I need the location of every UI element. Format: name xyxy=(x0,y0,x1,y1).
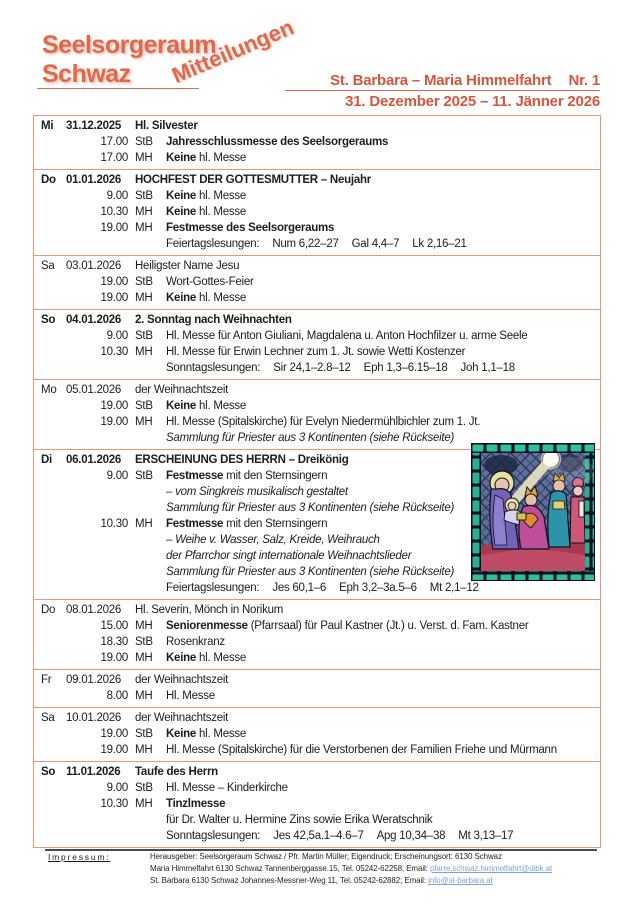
time-cell: 19.00 xyxy=(100,652,128,664)
spacer-cell xyxy=(41,220,66,236)
description-text: Hl. Messe (Spitalskirche) für die Verstorbenen der Familien Friehe und Mürmann xyxy=(166,744,557,756)
spacer-cell xyxy=(66,564,128,580)
note-text: der Pfarrchor singt internationale Weihnachtslieder xyxy=(166,550,412,562)
description-text: Seniorenmesse xyxy=(166,620,248,632)
spacer-cell xyxy=(41,500,66,516)
schedule-table xyxy=(33,115,601,848)
feast-title: ERSCHEINUNG DES HERRN – Dreikönig xyxy=(135,454,349,466)
time-cell: 8.00 xyxy=(106,690,128,702)
spacer-cell xyxy=(41,650,66,666)
readings-row xyxy=(34,580,600,596)
readings-label: Sonntagslesungen: xyxy=(166,830,261,842)
description-text: Keine xyxy=(166,152,197,164)
day-cell: Do xyxy=(41,604,56,616)
reading-ref: Eph 1,3–6.15–18 xyxy=(363,362,448,374)
description-cell xyxy=(166,290,596,306)
location-cell: StB xyxy=(135,728,153,740)
spacer-cell xyxy=(128,812,166,828)
readings-row xyxy=(34,236,600,252)
mass-row xyxy=(34,398,600,414)
description-text: Keine xyxy=(166,206,197,218)
schedule-section xyxy=(34,116,600,169)
feast-title: HOCHFEST DER GOTTESMUTTER – Neujahr xyxy=(135,174,371,186)
location-cell: StB xyxy=(135,190,153,202)
location-cell: MH xyxy=(135,744,153,756)
mass-row xyxy=(34,650,600,666)
description-text: Tinzlmesse xyxy=(166,798,226,810)
spacer-cell xyxy=(128,500,166,516)
day-cell: Di xyxy=(41,454,52,466)
location-cell: MH xyxy=(135,206,153,218)
location-cell: StB xyxy=(135,400,153,412)
spacer-cell xyxy=(41,742,66,758)
day-row xyxy=(34,602,600,618)
description-cell xyxy=(166,220,596,236)
spacer-cell xyxy=(41,796,66,812)
spacer-cell xyxy=(41,274,66,290)
spacer-cell xyxy=(66,484,128,500)
description-cell xyxy=(166,328,596,344)
spacer-cell xyxy=(66,548,128,564)
spacer-cell xyxy=(128,484,166,500)
spacer-cell xyxy=(41,360,66,376)
description-text: hl. Messe xyxy=(196,292,246,304)
spacer-cell xyxy=(41,344,66,360)
time-cell: 19.00 xyxy=(100,292,128,304)
location-cell: StB xyxy=(135,470,153,482)
description-cell xyxy=(166,726,596,742)
day-row xyxy=(34,672,600,688)
day-row xyxy=(34,258,600,274)
impressum-label: Impressum: xyxy=(48,852,111,862)
location-cell: MH xyxy=(135,518,153,530)
mass-row xyxy=(34,328,600,344)
location-cell: MH xyxy=(135,292,153,304)
spacer-cell xyxy=(41,532,66,548)
day-cell: So xyxy=(41,766,56,778)
mass-row xyxy=(34,274,600,290)
spacer-cell xyxy=(128,360,166,376)
spacer-cell xyxy=(41,204,66,220)
location-cell: StB xyxy=(135,636,153,648)
logo-line1: Seelsorgeraum xyxy=(42,31,217,59)
schedule-section xyxy=(34,669,600,707)
readings-cell xyxy=(166,360,596,376)
description-text: mit den Sternsingern xyxy=(223,518,328,530)
time-cell: 10.30 xyxy=(100,518,128,530)
mass-row xyxy=(34,796,600,812)
spacer-cell xyxy=(66,812,128,828)
mass-row xyxy=(34,688,600,704)
location-cell: MH xyxy=(135,690,153,702)
feast-title: der Weihnachtszeit xyxy=(135,674,229,686)
spacer-cell xyxy=(41,812,66,828)
description-text: hl. Messe xyxy=(196,152,246,164)
date-cell: 11.01.2026 xyxy=(66,766,121,778)
day-cell: Sa xyxy=(41,712,55,724)
spacer-cell xyxy=(128,532,166,548)
reading-ref: Eph 3,2–3a.5–6 xyxy=(339,582,417,594)
day-cell: Mo xyxy=(41,384,57,396)
date-cell: 05.01.2026 xyxy=(66,384,122,396)
spacer-cell xyxy=(41,290,66,306)
description-cell xyxy=(166,688,596,704)
description-text: Keine xyxy=(166,728,197,740)
mass-row xyxy=(34,726,600,742)
description-text: hl. Messe xyxy=(196,206,246,218)
spacer-cell xyxy=(66,580,128,596)
feast-title: Taufe des Herrn xyxy=(135,766,218,778)
feast-title: Hl. Severin, Mönch in Norikum xyxy=(135,604,284,616)
mass-row xyxy=(34,344,600,360)
location-cell: MH xyxy=(135,152,153,164)
stained-glass-photo xyxy=(471,443,595,581)
description-text: Wort-Gottes-Feier xyxy=(166,276,254,288)
readings-cell xyxy=(166,828,596,844)
date-cell: 08.01.2026 xyxy=(66,604,122,616)
description-text: (Pfarrsaal) für Paul Kastner (Jt.) u. Verst. d. Fam. Kastner xyxy=(247,620,529,632)
day-row xyxy=(34,710,600,726)
time-cell: 9.00 xyxy=(106,330,128,342)
spacer-cell xyxy=(41,726,66,742)
description-text: Hl. Messe – Kinderkirche xyxy=(166,782,288,794)
impressum-line3 xyxy=(150,875,610,887)
mass-row xyxy=(34,204,600,220)
readings-cell xyxy=(166,580,596,596)
day-cell: Fr xyxy=(41,674,52,686)
location-cell: StB xyxy=(135,136,153,148)
day-row xyxy=(34,312,600,328)
location-cell: MH xyxy=(135,416,153,428)
note-text: Sammlung für Priester aus 3 Kontinenten (siehe Rückseite) xyxy=(166,502,455,514)
note-text: Sammlung für Priester aus 3 Kontinenten (siehe Rückseite) xyxy=(166,432,455,444)
description-text: hl. Messe xyxy=(196,400,246,412)
description-text: hl. Messe xyxy=(196,190,246,202)
masthead-title xyxy=(330,72,600,89)
schedule-section xyxy=(34,309,600,379)
date-cell: 04.01.2026 xyxy=(66,314,122,326)
description-text: hl. Messe xyxy=(196,652,246,664)
description-cell xyxy=(166,344,596,360)
location-cell: MH xyxy=(135,620,153,632)
readings-row xyxy=(34,828,600,844)
description-cell xyxy=(166,414,596,430)
note-text: für Dr. Walter u. Hermine Zins sowie Erika Weratschnik xyxy=(166,814,433,826)
day-row xyxy=(34,172,600,188)
mass-row xyxy=(34,618,600,634)
spacer-cell xyxy=(41,516,66,532)
reading-ref: Mt 2,1–12 xyxy=(429,582,479,594)
mass-row xyxy=(34,634,600,650)
reading-ref: Gal 4,4–7 xyxy=(351,238,400,250)
impressum-line3-text: St. Barbara 6130 Schwaz Johannes-Messner-Weg 11, Tel. 05242-62882; Email: xyxy=(150,876,429,885)
mitteilungen-banner: Mitteilungen xyxy=(168,14,298,88)
spacer-cell xyxy=(41,468,66,484)
description-text: Keine xyxy=(166,400,197,412)
readings-label: Feiertagslesungen: xyxy=(166,238,260,250)
description-cell xyxy=(166,150,596,166)
description-text: Festmesse des Seelsorgeraums xyxy=(166,222,335,234)
reading-ref: Jes 60,1–6 xyxy=(272,582,327,594)
spacer-cell xyxy=(41,236,66,252)
email-link-stbarbara[interactable]: info@st-barbara.at xyxy=(428,876,493,885)
time-cell: 15.00 xyxy=(100,620,128,632)
description-cell xyxy=(166,742,596,758)
impressum-line2-text: Maria Himmelfahrt 6130 Schwaz Tannenberggasse.15, Tel. 05242-62258; Email: xyxy=(150,864,430,873)
note-text: – vom Singkreis musikalisch gestaltet xyxy=(166,486,348,498)
day-cell: Mi xyxy=(41,120,54,132)
logo-underline xyxy=(37,88,199,89)
description-cell xyxy=(166,650,596,666)
issue-number: Nr. 1 xyxy=(568,72,600,89)
spacer-cell xyxy=(41,634,66,650)
time-cell: 19.00 xyxy=(100,728,128,740)
description-cell xyxy=(166,274,596,290)
time-cell: 19.00 xyxy=(100,400,128,412)
time-cell: 9.00 xyxy=(106,470,128,482)
description-text: hl. Messe xyxy=(196,728,246,740)
date-range: 31. Dezember 2025 – 11. Jänner 2026 xyxy=(345,93,600,110)
schedule-section xyxy=(34,707,600,761)
time-cell: 9.00 xyxy=(106,190,128,202)
mass-row xyxy=(34,134,600,150)
spacer-cell xyxy=(128,580,166,596)
spacer-cell xyxy=(41,150,66,166)
description-text: Hl. Messe xyxy=(166,690,215,702)
spacer-cell xyxy=(66,236,128,252)
schedule-section xyxy=(34,255,600,309)
readings-label: Feiertagslesungen: xyxy=(166,582,260,594)
feast-title: Hl. Silvester xyxy=(135,120,198,132)
spacer-cell xyxy=(41,484,66,500)
stained-glass-image xyxy=(471,443,595,581)
readings-label: Sonntagslesungen: xyxy=(166,362,261,374)
impressum-line1: Herausgeber: Seelsorgeraum Schwaz / Pfr. Martin Müller; Eigendruck; Erscheinungsort: 6130 Schwaz xyxy=(150,852,502,861)
reading-ref: Sir 24,1–2.8–12 xyxy=(273,362,351,374)
feast-title: 2. Sonntag nach Weihnachten xyxy=(135,314,292,326)
date-cell: 06.01.2026 xyxy=(66,454,122,466)
day-row xyxy=(34,382,600,398)
spacer-cell xyxy=(41,618,66,634)
reading-ref: Mt 3,13–17 xyxy=(458,830,514,842)
description-text: Hl. Messe für Erwin Lechner zum 1. Jt. sowie Wetti Kostenzer xyxy=(166,346,466,358)
spacer-cell xyxy=(41,564,66,580)
description-text: Keine xyxy=(166,190,197,202)
day-row xyxy=(34,118,600,134)
readings-row xyxy=(34,360,600,376)
location-cell: MH xyxy=(135,652,153,664)
reading-ref: Num 6,22–27 xyxy=(272,238,339,250)
location-cell: MH xyxy=(135,798,153,810)
time-cell: 19.00 xyxy=(100,416,128,428)
time-cell: 19.00 xyxy=(100,222,128,234)
description-text: Hl. Messe (Spitalskirche) für Evelyn Niedermühlbichler zum 1. Jt. xyxy=(166,416,481,428)
spacer-cell xyxy=(66,532,128,548)
note-cell xyxy=(166,812,596,828)
description-cell xyxy=(166,618,596,634)
spacer-cell xyxy=(128,236,166,252)
date-cell: 01.01.2026 xyxy=(66,174,122,186)
time-cell: 18.30 xyxy=(100,636,128,648)
date-cell: 31.12.2025 xyxy=(66,120,122,132)
spacer-cell xyxy=(41,430,66,446)
time-cell: 17.00 xyxy=(100,152,128,164)
time-cell: 9.00 xyxy=(106,782,128,794)
readings-cell xyxy=(166,236,596,252)
description-text: Festmesse xyxy=(166,518,224,530)
schedule-section xyxy=(34,379,600,449)
mass-row xyxy=(34,414,600,430)
description-text: mit den Sternsingern xyxy=(223,470,328,482)
feast-title: der Weihnachtszeit xyxy=(135,384,229,396)
email-link-himmelfahrt[interactable]: pfarre.schwaz.himmelfahrt@dibk.at xyxy=(429,864,553,873)
spacer-cell xyxy=(41,328,66,344)
description-cell xyxy=(166,796,596,812)
spacer-cell xyxy=(128,548,166,564)
reading-ref: Jes 42,5a.1–4.6–7 xyxy=(273,830,364,842)
schedule-section xyxy=(34,449,600,599)
spacer-cell xyxy=(41,134,66,150)
spacer-cell xyxy=(66,430,128,446)
mass-row xyxy=(34,188,600,204)
location-cell: StB xyxy=(135,782,153,794)
time-cell: 17.00 xyxy=(100,136,128,148)
date-cell: 03.01.2026 xyxy=(66,260,122,272)
spacer-cell xyxy=(66,360,128,376)
schedule-section xyxy=(34,169,600,255)
spacer-cell xyxy=(41,398,66,414)
spacer-cell xyxy=(66,828,128,844)
impressum-text xyxy=(150,851,610,887)
location-cell: MH xyxy=(135,346,153,358)
day-cell: Sa xyxy=(41,260,55,272)
reading-ref: Apg 10,34–38 xyxy=(376,830,446,842)
description-text: Festmesse xyxy=(166,470,224,482)
reading-ref: Joh 1,1–18 xyxy=(460,362,515,374)
day-cell: So xyxy=(41,314,56,326)
description-cell xyxy=(166,188,596,204)
description-cell xyxy=(166,780,596,796)
time-cell: 19.00 xyxy=(100,276,128,288)
date-cell: 09.01.2026 xyxy=(66,674,122,686)
day-row xyxy=(34,764,600,780)
spacer-cell xyxy=(41,780,66,796)
time-cell: 10.30 xyxy=(100,206,128,218)
description-text: Hl. Messe für Anton Giuliani, Magdalena u. Anton Hochfilzer u. arme Seele xyxy=(166,330,528,342)
parish-names: St. Barbara – Maria Himmelfahrt xyxy=(330,72,552,89)
spacer-cell xyxy=(128,828,166,844)
time-cell: 19.00 xyxy=(100,744,128,756)
feast-title: Heiligster Name Jesu xyxy=(135,260,240,272)
schedule-section xyxy=(34,761,600,847)
note-text: Sammlung für Priester aus 3 Kontinenten (siehe Rückseite) xyxy=(166,566,455,578)
mass-row xyxy=(34,290,600,306)
description-cell xyxy=(166,634,596,650)
spacer-cell xyxy=(41,188,66,204)
spacer-cell xyxy=(128,430,166,446)
mass-row xyxy=(34,220,600,236)
logo-line2: Schwaz xyxy=(42,60,131,88)
location-cell: StB xyxy=(135,276,153,288)
description-text: Keine xyxy=(166,292,197,304)
description-text: Jahresschlussmesse des Seelsorgeraums xyxy=(166,136,389,148)
mass-row xyxy=(34,780,600,796)
location-cell: MH xyxy=(135,222,153,234)
description-cell xyxy=(166,134,596,150)
time-cell: 10.30 xyxy=(100,346,128,358)
description-text: Rosenkranz xyxy=(166,636,225,648)
spacer-cell xyxy=(41,414,66,430)
spacer-cell xyxy=(41,688,66,704)
mass-row xyxy=(34,742,600,758)
spacer-cell xyxy=(41,548,66,564)
mass-row xyxy=(34,150,600,166)
spacer-cell xyxy=(66,500,128,516)
schedule-section xyxy=(34,599,600,669)
note-text: – Weihe v. Wasser, Salz, Kreide, Weihrauch xyxy=(166,534,380,546)
location-cell: StB xyxy=(135,330,153,342)
note-row xyxy=(34,812,600,828)
description-cell xyxy=(166,398,596,414)
impressum-line2 xyxy=(150,863,610,875)
spacer-cell xyxy=(41,580,66,596)
description-text: Keine xyxy=(166,652,197,664)
reading-ref: Lk 2,16–21 xyxy=(412,238,467,250)
feast-title: der Weihnachtszeit xyxy=(135,712,229,724)
description-cell xyxy=(166,204,596,220)
time-cell: 10.30 xyxy=(100,798,128,810)
day-cell: Do xyxy=(41,174,56,186)
spacer-cell xyxy=(128,564,166,580)
date-cell: 10.01.2026 xyxy=(66,712,122,724)
spacer-cell xyxy=(41,828,66,844)
masthead-underline xyxy=(285,90,600,91)
